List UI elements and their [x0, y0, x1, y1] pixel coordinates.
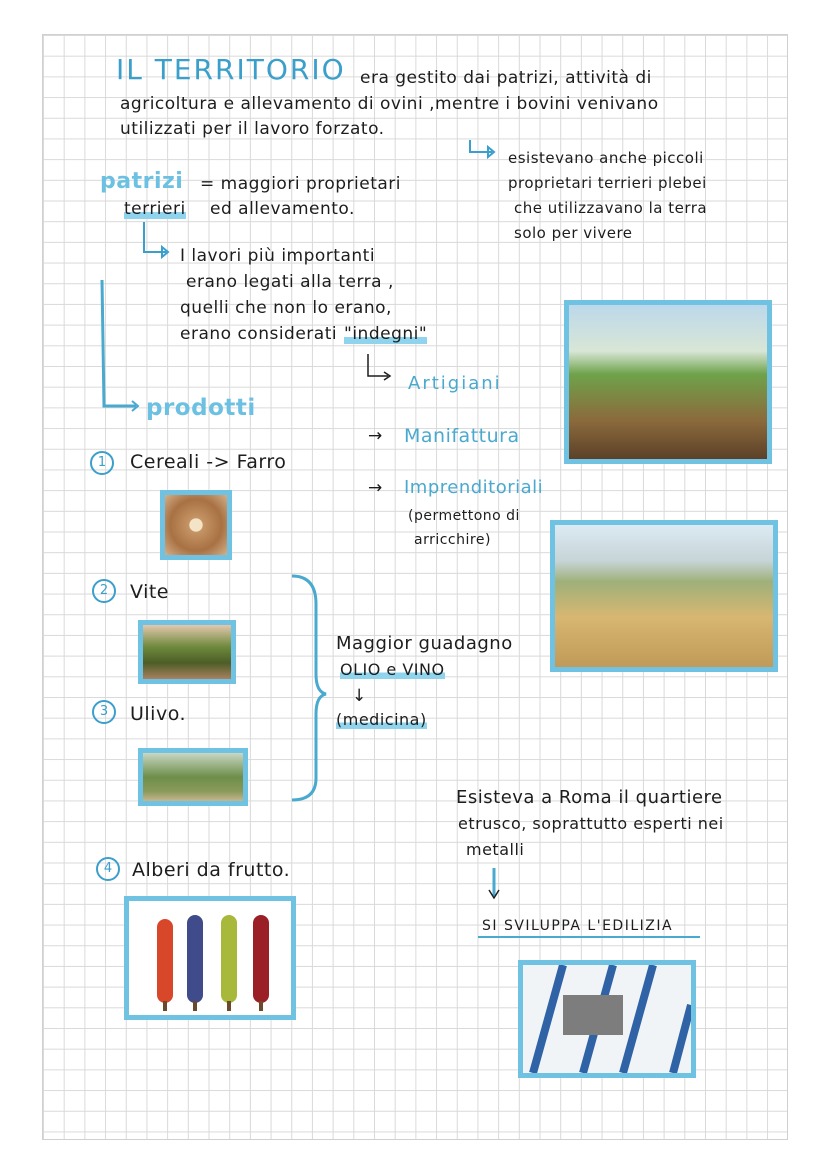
- item-alberi: Alberi da frutto.: [132, 859, 291, 881]
- tree-3: [221, 915, 237, 1011]
- cat-note-2: arricchire): [414, 532, 491, 548]
- edilizia-result: SI SVILUPPA L'EDILIZIA: [482, 918, 674, 934]
- guadagno-line-1: Maggior guadagno: [336, 633, 513, 654]
- bracket: [290, 574, 330, 814]
- plebei-line-1: esistevano anche piccoli: [508, 149, 704, 167]
- etrusco-line-3: metalli: [466, 840, 525, 859]
- harvest-illustration: [550, 520, 778, 672]
- tree-2: [187, 915, 203, 1011]
- arrow-manifattura: →: [368, 426, 383, 446]
- cat-manifattura: Manifattura: [404, 425, 520, 447]
- patrizi-def-1: = maggiori proprietari: [200, 174, 402, 194]
- guadagno-line-3: (medicina): [336, 710, 427, 729]
- edilizia-underline: [478, 936, 700, 938]
- guadagno-line-2: OLIO e VINO: [340, 660, 445, 679]
- num-4: 4: [96, 857, 120, 881]
- intro-line-1: era gestito dai patrizi, attività di: [360, 68, 652, 88]
- num-2: 2: [92, 579, 116, 603]
- guadagno-arrow: ↓: [352, 686, 367, 706]
- lavori-line-1: I lavori più importanti: [180, 246, 376, 266]
- ulivo-image: [138, 748, 248, 806]
- etrusco-line-2: etrusco, soprattutto esperti nei: [458, 814, 724, 833]
- plebei-line-3: che utilizzavano la terra: [514, 199, 708, 217]
- vite-image: [138, 620, 236, 684]
- title: IL TERRITORIO: [116, 53, 346, 86]
- lavori-line-4b: "indegni": [344, 324, 428, 344]
- item-cereali: Cereali -> Farro: [130, 451, 287, 473]
- arrow-prodotti: [98, 278, 148, 418]
- tree-4: [253, 915, 269, 1011]
- item-ulivo: Ulivo.: [130, 703, 187, 725]
- cat-note-1: (permettono di: [408, 508, 520, 524]
- intro-line-3: utilizzati per il lavoro forzato.: [120, 119, 385, 139]
- arrow-artigiani: [364, 352, 404, 392]
- plebei-line-2: proprietari terrieri plebei: [508, 174, 707, 192]
- prodotti-heading: prodotti: [146, 395, 256, 421]
- lavori-line-4a: erano considerati: [180, 324, 338, 344]
- arrow-plebei: [466, 138, 506, 168]
- arrow-edilizia: [486, 866, 506, 906]
- etrusco-line-1: Esisteva a Roma il quartiere: [456, 787, 723, 808]
- arrow-lavori: [140, 220, 180, 260]
- cat-artigiani: Artigiani: [408, 373, 502, 394]
- cat-imprenditoriali: Imprenditoriali: [404, 477, 544, 498]
- lavori-line-3: quelli che non lo erano,: [180, 298, 392, 318]
- tree-1: [157, 919, 173, 1011]
- patrizi-def-2a: terrieri: [124, 199, 186, 219]
- plebei-line-4: solo per vivere: [514, 224, 633, 242]
- patrizi-word: patrizi: [100, 169, 184, 194]
- num-3: 3: [92, 700, 116, 724]
- item-vite: Vite: [130, 581, 169, 603]
- farm-illustration: [564, 300, 772, 464]
- patrizi-def-2b: ed allevamento.: [210, 199, 355, 219]
- intro-line-2: agricoltura e allevamento di ovini ,mentre i bovini venivano: [120, 94, 659, 114]
- farro-image: [160, 490, 232, 560]
- edilizia-image: [518, 960, 696, 1078]
- alberi-image: [124, 896, 296, 1020]
- lavori-line-2: erano legati alla terra ,: [186, 272, 394, 292]
- arrow-imprenditoriali: →: [368, 478, 383, 498]
- num-1: 1: [90, 451, 114, 475]
